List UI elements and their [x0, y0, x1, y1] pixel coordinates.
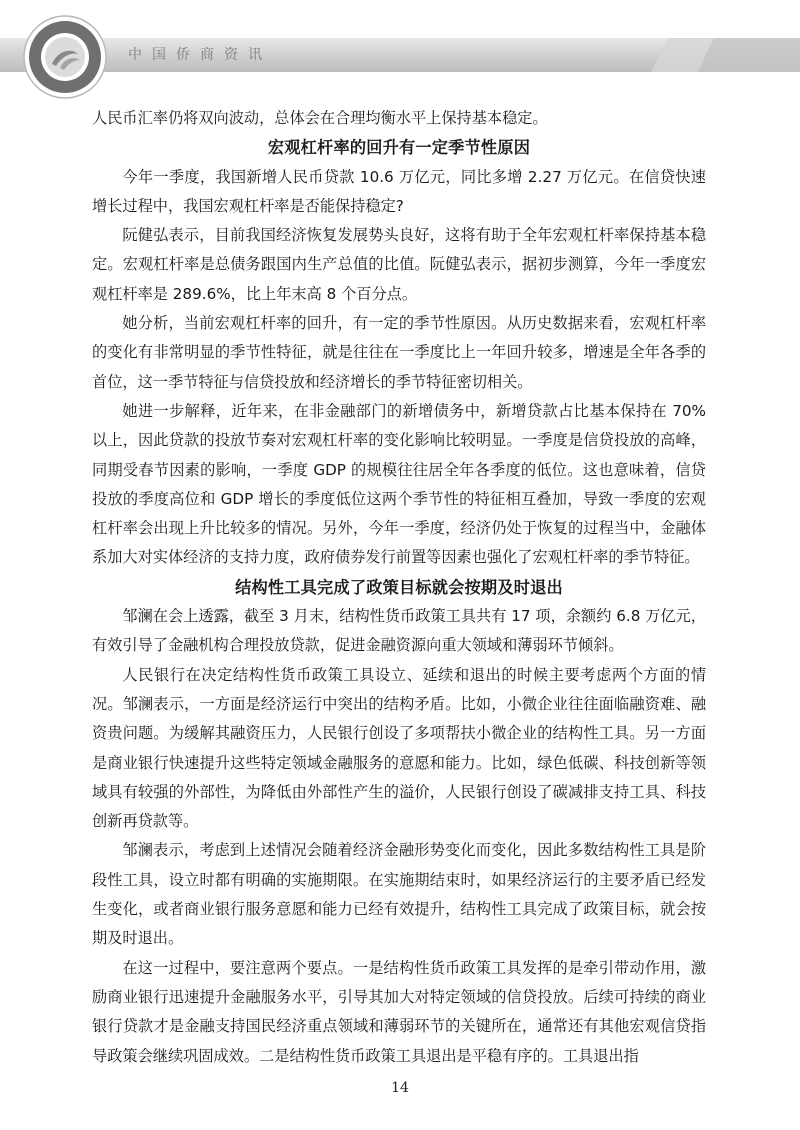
- paragraph: 在这一过程中，要注意两个要点。一是结构性货币政策工具发挥的是牵引带动作用，激励商业银行迅速提升金融服务水平，引导其加大对特定领域的信贷投放。后续可持续的商业银行贷款才是金融支持国民经济重点领域和薄弱环节的关键所在，通常还有其他宏观信贷指导政策会继续巩固成效。二是结构性货币政策工具退出是平稳有序的。工具退出指: [92, 958, 706, 1065]
- paragraph: 邹澜表示，考虑到上述情况会随着经济金融形势变化而变化，因此多数结构性工具是阶段性工具，设立时都有明确的实施期限。在实施期结束时，如果经济运行的主要矛盾已经发生变化，或者商业银行服务意愿和能力已经有效提升，结构性工具完成了政策目标，就会按期及时退出。: [92, 841, 706, 948]
- header-title: 中国侨商资讯: [128, 47, 272, 63]
- paragraph: 她进一步解释，近年来，在非金融部门的新增债务中，新增贷款占比基本保持在 70%以上，因此贷款的投放节奏对宏观杠杆率的变化影响比较明显。一季度是信贷投放的高峰，同期受春节因素的影响，一季度 GDP 的规模往往居全年各季度的低位。这也意味着，信贷投放的季度高位和 GDP 增长的季度低位这两个季节性的特征相互叠加，导致一季度的宏观杠杆率会出现上升比较多的情况。另外，今年一季度，经济仍处于恢复的过程当中，金融体系加大对实体经济的支持力度，政府债券发行前置等因素也强化了宏观杠杆率的季节特征。: [92, 401, 706, 567]
- header-band-decoration: [630, 38, 800, 72]
- section-heading: 结构性工具完成了政策目标就会按期及时退出: [235, 577, 563, 597]
- header-band: [0, 38, 800, 72]
- paragraph: 人民银行在决定结构性货币政策工具设立、延续和退出的时候主要考虑两个方面的情况。邹澜表示，一方面是经济运行中突出的结构矛盾。比如，小微企业往往面临融资难、融资贵问题。为缓解其融资压力，人民银行创设了多项帮扶小微企业的结构性工具。另一方面是商业银行快速提升这些特定领域金融服务的意愿和能力。比如，绿色低碳、科技创新等领域具有较强的外部性，为降低由外部性产生的溢价，人民银行创设了碳减排支持工具、科技创新再贷款等。: [92, 665, 706, 831]
- org-logo-icon: [22, 14, 108, 100]
- paragraph: 邹澜在会上透露，截至 3 月末，结构性货币政策工具共有 17 项，余额约 6.8 万亿元，有效引导了金融机构合理投放贷款，促进金融资源向重大领域和薄弱环节倾斜。: [92, 607, 706, 655]
- article-body: [92, 104, 706, 1071]
- paragraph: 今年一季度，我国新增人民币贷款 10.6 万亿元，同比多增 2.27 万亿元。在信贷快速增长过程中，我国宏观杠杆率是否能保持稳定?: [92, 167, 706, 215]
- paragraph: 人民币汇率仍将双向波动，总体会在合理均衡水平上保持基本稳定。: [92, 109, 548, 127]
- paragraph: 她分析，当前宏观杠杆率的回升，有一定的季节性原因。从历史数据来看，宏观杠杆率的变化有非常明显的季节性特征，就是往往在一季度比上一年回升较多，增速是全年各季的首位，这一季节特征与信贷投放和经济增长的季节特征密切相关。: [92, 314, 706, 391]
- paragraph: 阮健弘表示，目前我国经济恢复发展势头良好，这将有助于全年宏观杠杆率保持基本稳定。宏观杠杆率是总债务跟国内生产总值的比值。阮健弘表示，据初步测算，今年一季度宏观杠杆率是 289.6%，比上年末高 8 个百分点。: [92, 226, 706, 303]
- section-heading: 宏观杠杆率的回升有一定季节性原因: [267, 138, 531, 158]
- page-number: 14: [391, 1080, 409, 1096]
